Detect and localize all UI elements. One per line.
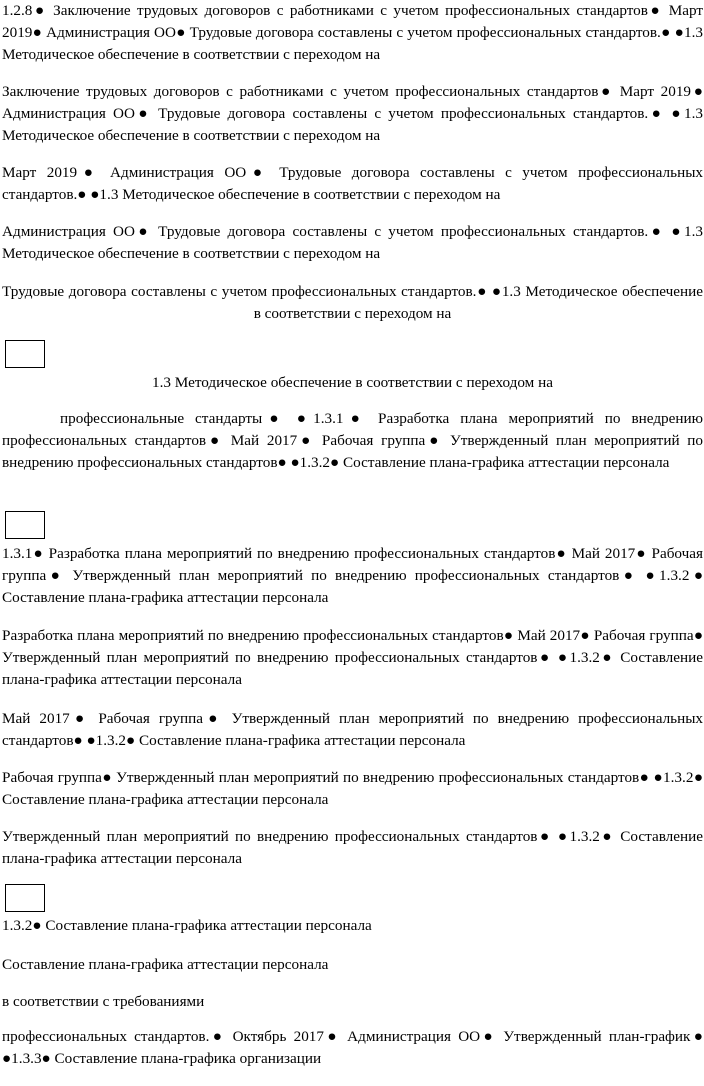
paragraph-administration: Администрация ОО● Трудовые договора составлены с учетом профессиональных стандартов.● ●1.3 Методическое обеспечение в соответствии с переходом на xyxy=(2,223,703,262)
paragraph-1-2-8: 1.2.8● Заключение трудовых договоров с работниками с учетом профессиональных стандартов● Март 2019● Администрация ОО● Трудовые договора составлены с учетом профессиональных стандартов.● ●1.3 Методическое обеспечение в соответствии с переходом на xyxy=(2,2,703,63)
paragraph-1-3-2: 1.3.2● Составление плана-графика аттестации персонала xyxy=(2,917,372,934)
paragraph-1-3-1: 1.3.1● Разработка плана мероприятий по внедрению профессиональных стандартов● Май 2017● Рабочая группа● Утвержденный план мероприятий по внедрению профессиональных стандартов● ●1.3.2● Составление плана-графика аттестации персонала xyxy=(2,545,703,606)
paragraph-schedule: Составление плана-графика аттестации персонала xyxy=(2,956,329,973)
paragraph-approved-plan: Утвержденный план мероприятий по внедрению профессиональных стандартов● ●1.3.2● Составление плана-графика аттестации персонала xyxy=(2,828,703,867)
paragraph-labor-contracts: Трудовые договора составлены с учетом профессиональных стандартов.● ●1.3 Методическое обеспечение в соответствии с переходом на xyxy=(2,283,703,322)
paragraph-plan-development: Разработка плана мероприятий по внедрению профессиональных стандартов● Май 2017● Рабочая группа● Утвержденный план мероприятий по внедрению профессиональных стандартов● ●1.3.2● Составление плана-графика аттестации персонала xyxy=(2,627,703,688)
empty-box xyxy=(5,884,45,912)
paragraph-may-2017: Май 2017● Рабочая группа● Утвержденный план мероприятий по внедрению профессиональных стандартов● ●1.3.2● Составление плана-графика аттестации персонала xyxy=(2,710,703,749)
paragraph-contracts: Заключение трудовых договоров с работниками с учетом профессиональных стандартов● Март 2019● Администрация ОО● Трудовые договора составлены с учетом профессиональных стандартов.● ●1.3 Методическое обеспечение в соответствии с переходом на xyxy=(2,83,703,144)
paragraph-march-2019: Март 2019● Администрация ОО● Трудовые договора составлены с учетом профессиональных стандартов.● ●1.3 Методическое обеспечение в соответствии с переходом на xyxy=(2,164,703,203)
section-heading-1-3: 1.3 Методическое обеспечение в соответствии с переходом на xyxy=(152,374,553,391)
paragraph-requirements: в соответствии с требованиями xyxy=(2,993,205,1010)
paragraph-october-2017: профессиональных стандартов.● Октябрь 2017● Администрация ОО● Утвержденный план-график● ●1.3.3● Составление плана-графика организации xyxy=(2,1028,703,1067)
empty-box xyxy=(5,511,45,539)
paragraph-working-group: Рабочая группа● Утвержденный план мероприятий по внедрению профессиональных стандартов● ●1.3.2● Составление плана-графика аттестации персонала xyxy=(2,769,703,808)
paragraph-prof-standards: профессиональные стандарты● ●1.3.1● Разработка плана мероприятий по внедрению профессиональных стандартов● Май 2017● Рабочая группа● Утвержденный план мероприятий по внедрению профессиональных стандартов● ●1.3.2● Составление плана-графика аттестации персонала xyxy=(2,410,703,471)
empty-box xyxy=(5,340,45,368)
